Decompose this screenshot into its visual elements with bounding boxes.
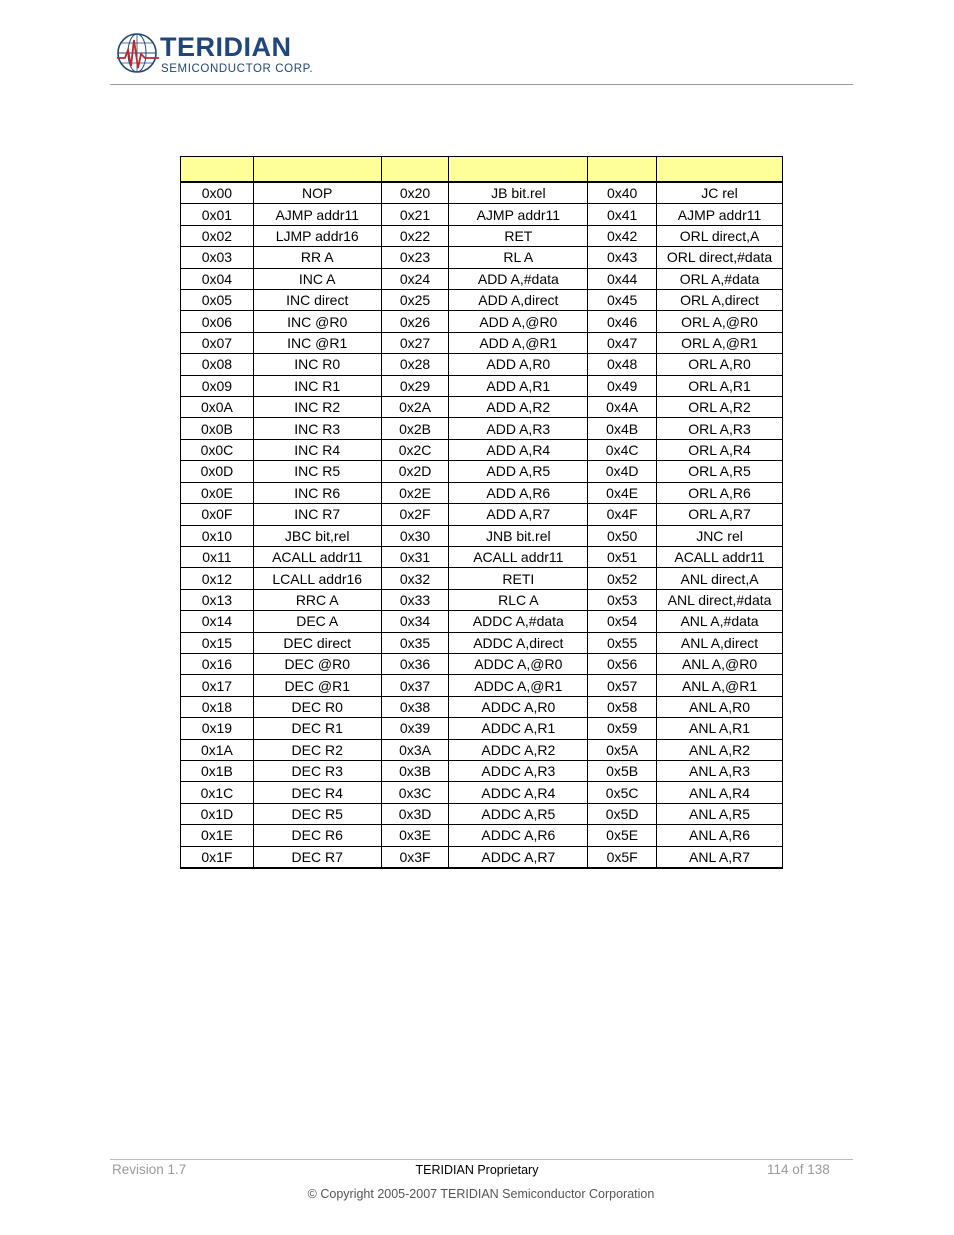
table-row xyxy=(181,653,783,674)
table-row xyxy=(181,247,783,268)
opcode-cell: 0x46 xyxy=(588,311,657,332)
table-row xyxy=(181,290,783,311)
opcode-cell: 0x01 xyxy=(181,204,254,225)
mnemonic-cell: ANL A,@R1 xyxy=(657,675,783,696)
mnemonic-cell: ANL direct,A xyxy=(657,568,783,589)
opcode-cell: 0x3C xyxy=(381,782,449,803)
table-row xyxy=(181,418,783,439)
mnemonic-cell: ORL A,@R0 xyxy=(657,311,783,332)
table-row xyxy=(181,568,783,589)
mnemonic-cell: ACALL addr11 xyxy=(657,546,783,567)
mnemonic-cell: INC @R1 xyxy=(253,332,381,353)
mnemonic-cell: RRC A xyxy=(253,589,381,610)
opcode-cell: 0x49 xyxy=(588,375,657,396)
opcode-cell: 0x16 xyxy=(181,653,254,674)
opcode-cell: 0x1F xyxy=(181,846,254,868)
mnemonic-cell: LCALL addr16 xyxy=(253,568,381,589)
opcode-cell: 0x10 xyxy=(181,525,254,546)
mnemonic-cell: ANL A,R4 xyxy=(657,782,783,803)
footer-copyright: © Copyright 2005-2007 TERIDIAN Semiconductor Corporation xyxy=(307,1187,655,1201)
table-row xyxy=(181,782,783,803)
mnemonic-cell: ANL A,R6 xyxy=(657,825,783,846)
opcode-cell: 0x18 xyxy=(181,696,254,717)
opcode-cell: 0x43 xyxy=(588,247,657,268)
mnemonic-cell: ORL A,@R1 xyxy=(657,332,783,353)
table-row xyxy=(181,204,783,225)
mnemonic-cell: ADD A,@R1 xyxy=(449,332,588,353)
mnemonic-cell: AJMP addr11 xyxy=(657,204,783,225)
mnemonic-cell: ORL A,R0 xyxy=(657,354,783,375)
mnemonic-cell: ADDC A,R5 xyxy=(449,803,588,824)
opcode-cell: 0x2D xyxy=(381,461,449,482)
mnemonic-cell: ORL A,#data xyxy=(657,268,783,289)
mnemonic-cell: INC R5 xyxy=(253,461,381,482)
opcode-cell: 0x54 xyxy=(588,611,657,632)
mnemonic-cell: INC R6 xyxy=(253,482,381,503)
opcode-cell: 0x58 xyxy=(588,696,657,717)
table-row xyxy=(181,825,783,846)
opcode-cell: 0x35 xyxy=(381,632,449,653)
table-row xyxy=(181,225,783,246)
mnemonic-cell: ADDC A,R0 xyxy=(449,696,588,717)
mnemonic-cell: JNC rel xyxy=(657,525,783,546)
opcode-cell: 0x48 xyxy=(588,354,657,375)
mnemonic-cell: ADD A,R7 xyxy=(449,504,588,525)
opcode-cell: 0x05 xyxy=(181,290,254,311)
mnemonic-cell: DEC R3 xyxy=(253,760,381,781)
table-row xyxy=(181,461,783,482)
table-row xyxy=(181,696,783,717)
mnemonic-cell: DEC R0 xyxy=(253,696,381,717)
table-row xyxy=(181,311,783,332)
opcode-cell: 0x21 xyxy=(381,204,449,225)
opcode-cell: 0x57 xyxy=(588,675,657,696)
opcode-cell: 0x26 xyxy=(381,311,449,332)
company-logo xyxy=(116,30,326,80)
mnemonic-cell: ADD A,R2 xyxy=(449,397,588,418)
table-header-cell xyxy=(657,157,783,183)
opcode-cell: 0x2F xyxy=(381,504,449,525)
opcode-cell: 0x34 xyxy=(381,611,449,632)
mnemonic-cell: INC R1 xyxy=(253,375,381,396)
table-row xyxy=(181,675,783,696)
opcode-cell: 0x5E xyxy=(588,825,657,846)
opcode-cell: 0x56 xyxy=(588,653,657,674)
mnemonic-cell: AJMP addr11 xyxy=(449,204,588,225)
mnemonic-cell: ACALL addr11 xyxy=(253,546,381,567)
mnemonic-cell: RET xyxy=(449,225,588,246)
opcode-cell: 0x38 xyxy=(381,696,449,717)
mnemonic-cell: DEC R1 xyxy=(253,718,381,739)
table-row xyxy=(181,739,783,760)
footer-divider xyxy=(110,1159,853,1160)
opcode-cell: 0x07 xyxy=(181,332,254,353)
mnemonic-cell: ANL A,R3 xyxy=(657,760,783,781)
mnemonic-cell: RL A xyxy=(449,247,588,268)
mnemonic-cell: ANL A,direct xyxy=(657,632,783,653)
mnemonic-cell: DEC R4 xyxy=(253,782,381,803)
mnemonic-cell: DEC R5 xyxy=(253,803,381,824)
table-row xyxy=(181,354,783,375)
mnemonic-cell: NOP xyxy=(253,182,381,204)
mnemonic-cell: ANL A,R2 xyxy=(657,739,783,760)
opcode-cell: 0x09 xyxy=(181,375,254,396)
opcode-cell: 0x40 xyxy=(588,182,657,204)
opcode-cell: 0x17 xyxy=(181,675,254,696)
mnemonic-cell: INC @R0 xyxy=(253,311,381,332)
mnemonic-cell: ORL A,R2 xyxy=(657,397,783,418)
table-row xyxy=(181,718,783,739)
mnemonic-cell: RETI xyxy=(449,568,588,589)
table-header-row xyxy=(181,157,783,183)
footer-revision: Revision 1.7 xyxy=(112,1162,187,1177)
opcode-cell: 0x3E xyxy=(381,825,449,846)
opcode-cell: 0x0D xyxy=(181,461,254,482)
table-row xyxy=(181,760,783,781)
table-row xyxy=(181,182,783,204)
table-row xyxy=(181,589,783,610)
opcode-cell: 0x24 xyxy=(381,268,449,289)
page-header xyxy=(0,0,954,86)
mnemonic-cell: ADDC A,R6 xyxy=(449,825,588,846)
mnemonic-cell: INC R3 xyxy=(253,418,381,439)
table-header-cell xyxy=(253,157,381,183)
opcode-cell: 0x0F xyxy=(181,504,254,525)
mnemonic-cell: ORL direct,#data xyxy=(657,247,783,268)
opcode-cell: 0x4A xyxy=(588,397,657,418)
opcode-cell: 0x41 xyxy=(588,204,657,225)
opcode-cell: 0x53 xyxy=(588,589,657,610)
opcode-cell: 0x4E xyxy=(588,482,657,503)
mnemonic-cell: DEC @R1 xyxy=(253,675,381,696)
opcode-cell: 0x3A xyxy=(381,739,449,760)
teridian-globe-logo-icon xyxy=(116,30,160,76)
opcode-cell: 0x33 xyxy=(381,589,449,610)
table-row xyxy=(181,525,783,546)
opcode-cell: 0x31 xyxy=(381,546,449,567)
opcode-cell: 0x27 xyxy=(381,332,449,353)
mnemonic-cell: ADDC A,@R1 xyxy=(449,675,588,696)
mnemonic-cell: RLC A xyxy=(449,589,588,610)
table-row xyxy=(181,846,783,868)
opcode-cell: 0x2E xyxy=(381,482,449,503)
table-row xyxy=(181,803,783,824)
mnemonic-cell: JNB bit.rel xyxy=(449,525,588,546)
table-row xyxy=(181,332,783,353)
opcode-cell: 0x5D xyxy=(588,803,657,824)
mnemonic-cell: ANL A,#data xyxy=(657,611,783,632)
mnemonic-cell: ANL A,R0 xyxy=(657,696,783,717)
mnemonic-cell: ADD A,R6 xyxy=(449,482,588,503)
mnemonic-cell: INC R7 xyxy=(253,504,381,525)
mnemonic-cell: ANL A,R1 xyxy=(657,718,783,739)
header-divider xyxy=(110,84,853,85)
opcode-cell: 0x3B xyxy=(381,760,449,781)
mnemonic-cell: ADDC A,#data xyxy=(449,611,588,632)
opcode-cell: 0x13 xyxy=(181,589,254,610)
mnemonic-cell: ADDC A,R4 xyxy=(449,782,588,803)
company-subtitle: SEMICONDUCTOR CORP. xyxy=(161,63,314,75)
opcode-cell: 0x06 xyxy=(181,311,254,332)
opcode-cell: 0x36 xyxy=(381,653,449,674)
table-row xyxy=(181,375,783,396)
mnemonic-cell: ORL direct,A xyxy=(657,225,783,246)
mnemonic-cell: ORL A,R3 xyxy=(657,418,783,439)
opcode-table-body xyxy=(181,182,783,868)
mnemonic-cell: ORL A,R4 xyxy=(657,439,783,460)
opcode-cell: 0x1E xyxy=(181,825,254,846)
mnemonic-cell: ADDC A,R7 xyxy=(449,846,588,868)
opcode-cell: 0x42 xyxy=(588,225,657,246)
mnemonic-cell: JC rel xyxy=(657,182,783,204)
opcode-cell: 0x4B xyxy=(588,418,657,439)
opcode-cell: 0x59 xyxy=(588,718,657,739)
table-row xyxy=(181,439,783,460)
company-name: TERIDIAN xyxy=(160,32,292,62)
mnemonic-cell: AJMP addr11 xyxy=(253,204,381,225)
opcode-cell: 0x02 xyxy=(181,225,254,246)
opcode-cell: 0x1A xyxy=(181,739,254,760)
mnemonic-cell: INC direct xyxy=(253,290,381,311)
opcode-cell: 0x00 xyxy=(181,182,254,204)
mnemonic-cell: ADD A,#data xyxy=(449,268,588,289)
mnemonic-cell: ANL direct,#data xyxy=(657,589,783,610)
opcode-cell: 0x2B xyxy=(381,418,449,439)
mnemonic-cell: DEC R6 xyxy=(253,825,381,846)
mnemonic-cell: DEC R2 xyxy=(253,739,381,760)
opcode-cell: 0x25 xyxy=(381,290,449,311)
mnemonic-cell: ORL A,R6 xyxy=(657,482,783,503)
opcode-cell: 0x52 xyxy=(588,568,657,589)
opcode-cell: 0x15 xyxy=(181,632,254,653)
mnemonic-cell: RR A xyxy=(253,247,381,268)
mnemonic-cell: DEC A xyxy=(253,611,381,632)
opcode-cell: 0x5B xyxy=(588,760,657,781)
table-header-cell xyxy=(588,157,657,183)
mnemonic-cell: ADD A,R0 xyxy=(449,354,588,375)
opcode-cell: 0x04 xyxy=(181,268,254,289)
mnemonic-cell: ACALL addr11 xyxy=(449,546,588,567)
opcode-cell: 0x45 xyxy=(588,290,657,311)
opcode-cell: 0x30 xyxy=(381,525,449,546)
opcode-cell: 0x2A xyxy=(381,397,449,418)
footer-page-number: 114 of 138 xyxy=(767,1162,830,1177)
mnemonic-cell: ADD A,R3 xyxy=(449,418,588,439)
opcode-cell: 0x12 xyxy=(181,568,254,589)
mnemonic-cell: ORL A,direct xyxy=(657,290,783,311)
opcode-cell: 0x51 xyxy=(588,546,657,567)
mnemonic-cell: INC R4 xyxy=(253,439,381,460)
opcode-cell: 0x20 xyxy=(381,182,449,204)
opcode-cell: 0x5C xyxy=(588,782,657,803)
mnemonic-cell: ORL A,R5 xyxy=(657,461,783,482)
opcode-cell: 0x23 xyxy=(381,247,449,268)
opcode-cell: 0x44 xyxy=(588,268,657,289)
table-row xyxy=(181,482,783,503)
mnemonic-cell: ADDC A,@R0 xyxy=(449,653,588,674)
opcode-cell: 0x14 xyxy=(181,611,254,632)
mnemonic-cell: ADDC A,R3 xyxy=(449,760,588,781)
opcode-cell: 0x08 xyxy=(181,354,254,375)
opcode-cell: 0x0C xyxy=(181,439,254,460)
opcode-cell: 0x55 xyxy=(588,632,657,653)
mnemonic-cell: DEC R7 xyxy=(253,846,381,868)
opcode-cell: 0x11 xyxy=(181,546,254,567)
mnemonic-cell: ORL A,R7 xyxy=(657,504,783,525)
mnemonic-cell: ADDC A,R2 xyxy=(449,739,588,760)
opcode-cell: 0x03 xyxy=(181,247,254,268)
table-row xyxy=(181,504,783,525)
footer-proprietary: TERIDIAN Proprietary xyxy=(415,1163,539,1177)
mnemonic-cell: DEC direct xyxy=(253,632,381,653)
opcode-cell: 0x0A xyxy=(181,397,254,418)
opcode-cell: 0x5F xyxy=(588,846,657,868)
mnemonic-cell: INC R2 xyxy=(253,397,381,418)
opcode-cell: 0x0E xyxy=(181,482,254,503)
opcode-table xyxy=(180,156,783,869)
table-header-cell xyxy=(181,157,254,183)
mnemonic-cell: ADD A,R1 xyxy=(449,375,588,396)
opcode-cell: 0x50 xyxy=(588,525,657,546)
opcode-cell: 0x22 xyxy=(381,225,449,246)
mnemonic-cell: ADDC A,direct xyxy=(449,632,588,653)
opcode-cell: 0x4F xyxy=(588,504,657,525)
opcode-cell: 0x29 xyxy=(381,375,449,396)
opcode-cell: 0x3D xyxy=(381,803,449,824)
mnemonic-cell: ANL A,R7 xyxy=(657,846,783,868)
table-row xyxy=(181,611,783,632)
table-row xyxy=(181,397,783,418)
opcode-cell: 0x1B xyxy=(181,760,254,781)
mnemonic-cell: INC R0 xyxy=(253,354,381,375)
mnemonic-cell: INC A xyxy=(253,268,381,289)
opcode-cell: 0x5A xyxy=(588,739,657,760)
opcode-cell: 0x2C xyxy=(381,439,449,460)
mnemonic-cell: ORL A,R1 xyxy=(657,375,783,396)
opcode-cell: 0x4C xyxy=(588,439,657,460)
opcode-cell: 0x39 xyxy=(381,718,449,739)
mnemonic-cell: ADD A,@R0 xyxy=(449,311,588,332)
opcode-cell: 0x4D xyxy=(588,461,657,482)
mnemonic-cell: LJMP addr16 xyxy=(253,225,381,246)
opcode-cell: 0x32 xyxy=(381,568,449,589)
mnemonic-cell: ADDC A,R1 xyxy=(449,718,588,739)
opcode-cell: 0x0B xyxy=(181,418,254,439)
mnemonic-cell: ANL A,@R0 xyxy=(657,653,783,674)
mnemonic-cell: ADD A,direct xyxy=(449,290,588,311)
table-row xyxy=(181,268,783,289)
table-row xyxy=(181,546,783,567)
opcode-cell: 0x28 xyxy=(381,354,449,375)
table-header-cell xyxy=(449,157,588,183)
mnemonic-cell: DEC @R0 xyxy=(253,653,381,674)
mnemonic-cell: JB bit.rel xyxy=(449,182,588,204)
opcode-cell: 0x3F xyxy=(381,846,449,868)
mnemonic-cell: JBC bit,rel xyxy=(253,525,381,546)
mnemonic-cell: ADD A,R5 xyxy=(449,461,588,482)
opcode-cell: 0x47 xyxy=(588,332,657,353)
mnemonic-cell: ADD A,R4 xyxy=(449,439,588,460)
mnemonic-cell: ANL A,R5 xyxy=(657,803,783,824)
opcode-cell: 0x1D xyxy=(181,803,254,824)
opcode-cell: 0x1C xyxy=(181,782,254,803)
opcode-cell: 0x19 xyxy=(181,718,254,739)
table-header-cell xyxy=(381,157,449,183)
table-row xyxy=(181,632,783,653)
opcode-cell: 0x37 xyxy=(381,675,449,696)
